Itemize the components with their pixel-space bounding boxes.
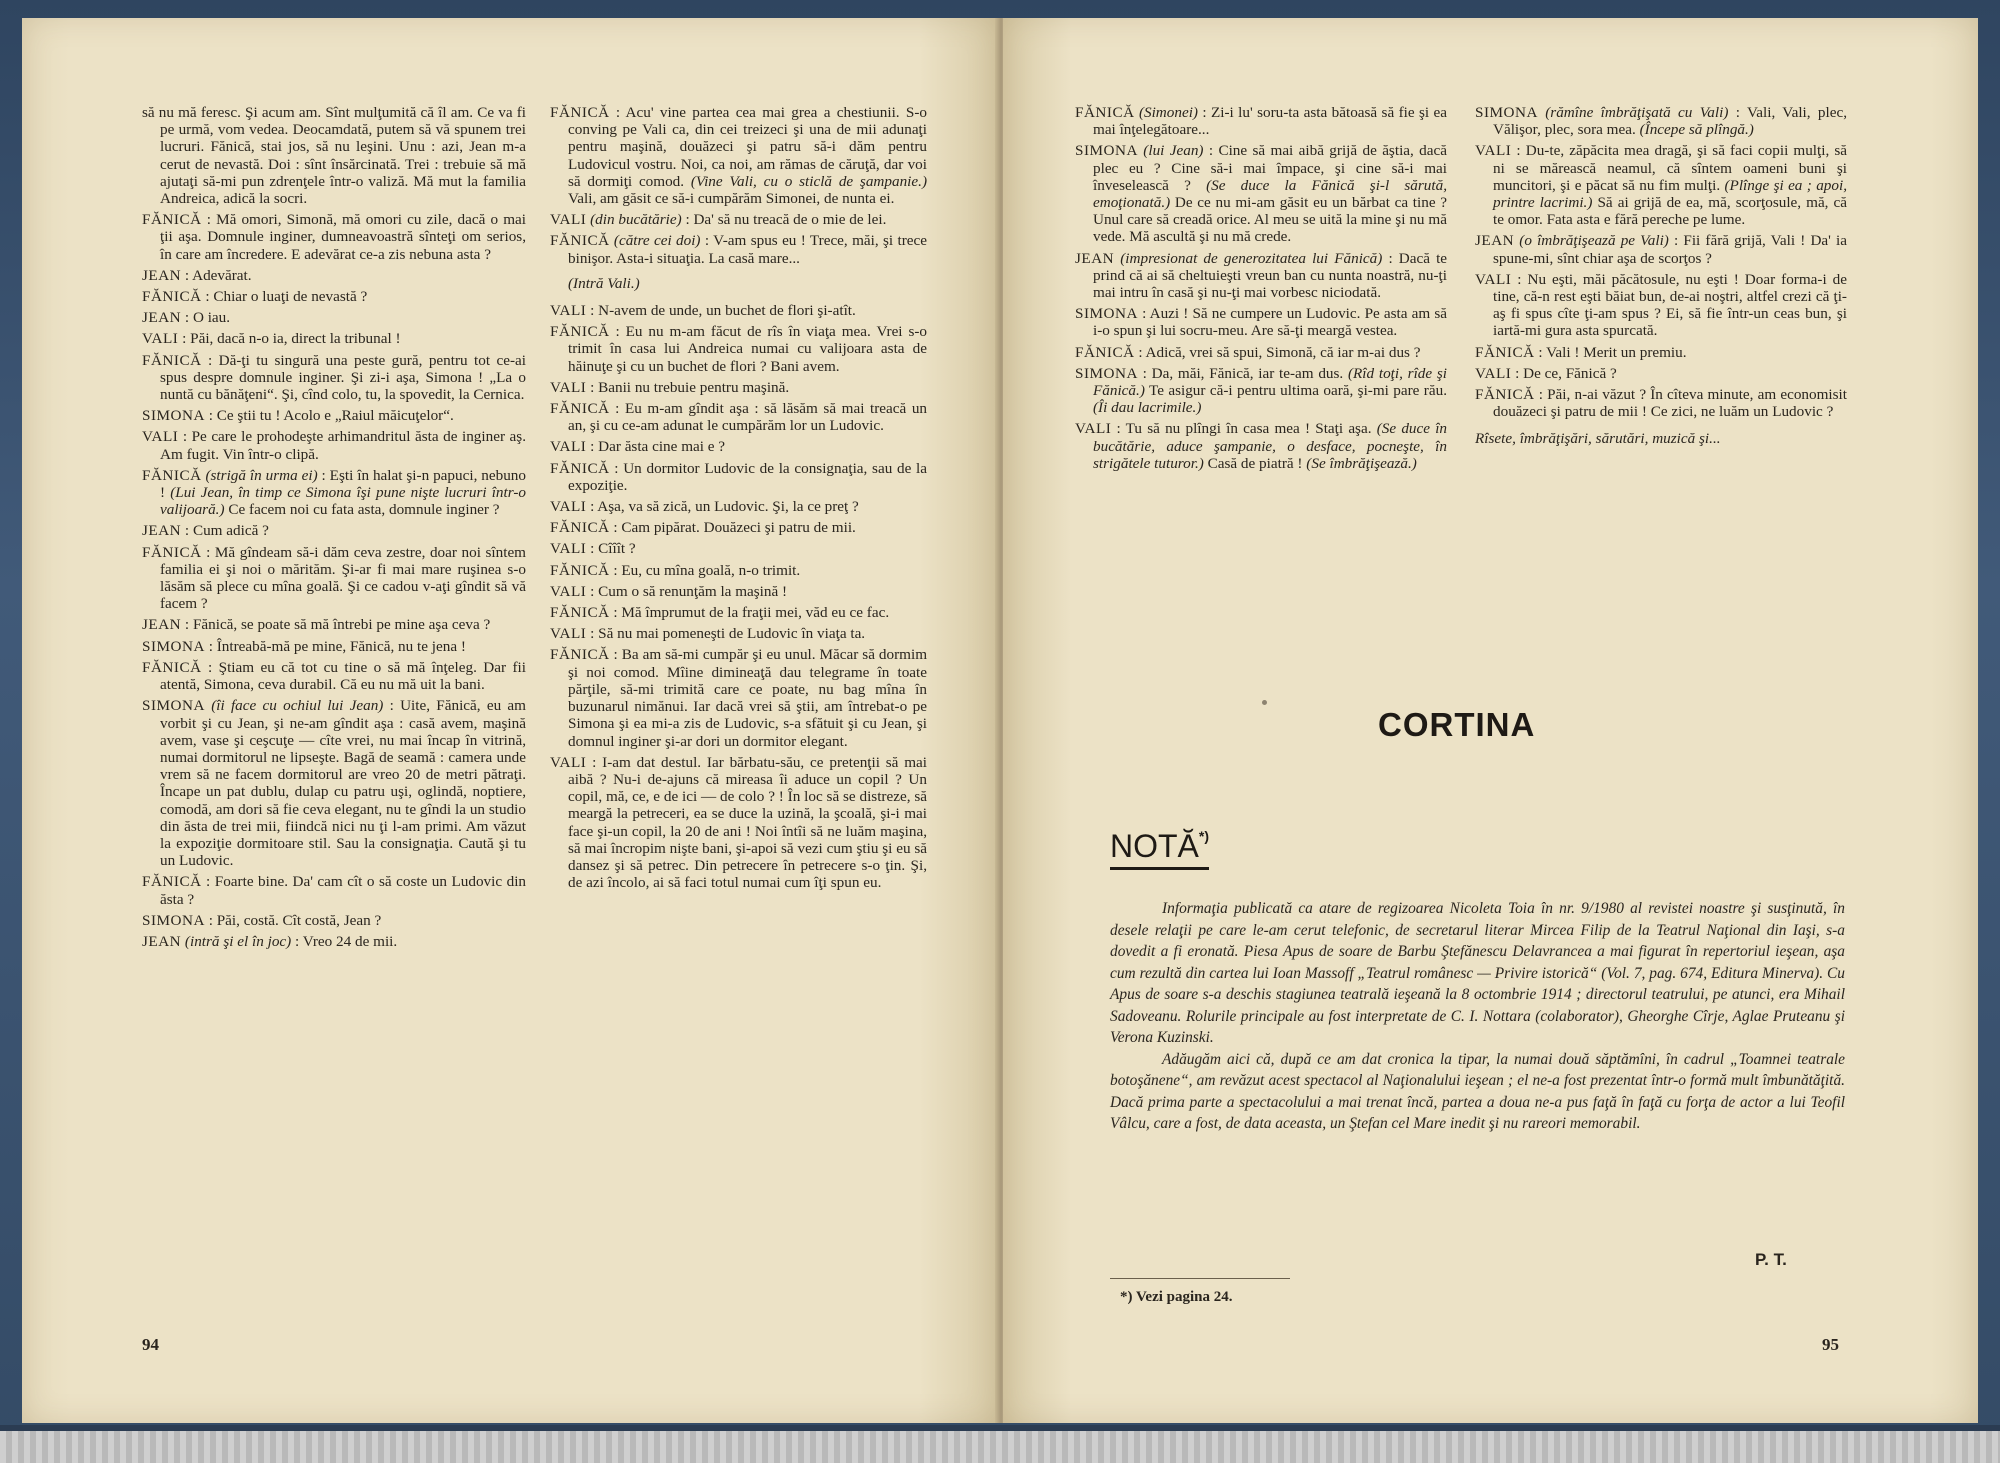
speaker-name: JEAN xyxy=(142,309,182,327)
speaker-name: SIMONA xyxy=(1075,305,1138,323)
speaker-name: SIMONA xyxy=(1075,142,1138,160)
speaker-name: FĂNICĂ xyxy=(142,543,202,561)
dialogue-text: : Eşti în halat şi-n papuci, nebuno ! xyxy=(160,466,526,502)
dialogue-line xyxy=(550,379,927,396)
speaker-name: VALI xyxy=(1475,142,1512,160)
dialogue-line xyxy=(550,232,927,266)
speaker-name: VALI xyxy=(550,498,587,516)
speaker-name: VALI xyxy=(1475,270,1512,288)
dialogue-line xyxy=(550,754,927,892)
dialogue-line xyxy=(1075,420,1447,472)
speaker-name: FĂNICĂ xyxy=(142,873,202,891)
speaker-name: SIMONA xyxy=(1475,104,1538,121)
stage-direction: (lui Jean) xyxy=(1143,142,1204,160)
dialogue-text: : Eu, cu mîna goală, n-o trimit. xyxy=(613,561,801,579)
dialogue-text: : Foarte bine. Da' cam cît o să coste un Ludovic din ăsta ? xyxy=(160,873,527,908)
dialogue-text: Să ai grijă de ea, mă, scorţosule, mă, că te omor. Fata asta e fără pereche pe lume. xyxy=(1493,194,1848,229)
speaker-name: JEAN xyxy=(1475,232,1515,250)
speaker-name: FĂNICĂ xyxy=(550,646,610,664)
dialogue-text: : Păi, costă. Cît costă, Jean ? xyxy=(208,911,382,929)
nota-footnote-mark: *) xyxy=(1198,828,1210,844)
left-page-column-2 xyxy=(550,104,927,895)
dialogue-line xyxy=(1475,386,1847,420)
dialogue-line xyxy=(1475,365,1847,382)
dialogue-line xyxy=(550,583,927,600)
dialogue-text: : Aşa, va să zică, un Ludovic. Şi, la ce preţ ? xyxy=(590,498,859,516)
speaker-name: VALI xyxy=(550,302,587,320)
speaker-name: SIMONA xyxy=(142,697,205,715)
print-speck xyxy=(1262,700,1267,705)
dialogue-text: : De ce, Fănică ? xyxy=(1515,364,1617,382)
dialogue-line xyxy=(1475,104,1847,138)
speaker-name: VALI xyxy=(550,753,587,771)
dialogue-text: : Dar ăsta cine mai e ? xyxy=(590,438,726,456)
dialogue-line xyxy=(550,460,927,494)
dialogue-text: : Dă-ţi tu singură una peste gură, pentru tot ce-ai spus despre domnule inginer. Şi zi-i aşa, Simona ! „La o nuntă cu bănăţeni“. Şi, cînd colo, tu, la spovedit, la Cernica. xyxy=(160,351,527,404)
dialogue-line xyxy=(142,288,526,305)
dialogue-text: Casă de piatră ! xyxy=(1207,454,1303,472)
dialogue-text: : Cîîît ? xyxy=(590,540,636,558)
stage-direction: (Se îmbrăţişează.) xyxy=(1306,454,1417,472)
dialogue-text: : V-am spus eu ! Trece, măi, şi trece binişor. Asta-i situaţia. La casă mare... xyxy=(568,232,927,267)
dialogue-line xyxy=(550,302,927,319)
speaker-name: SIMONA xyxy=(142,407,205,425)
table-cloth xyxy=(0,1425,2000,1463)
dialogue-line xyxy=(550,604,927,621)
stage-direction: (Rîd toţi, rîde şi Fănică.) xyxy=(1093,364,1448,400)
stage-direction: (din bucătărie) xyxy=(590,211,682,229)
right-page-column-2 xyxy=(1475,104,1847,452)
dialogue-line xyxy=(550,438,927,455)
dialogue-text: Ce facem noi cu fata asta, domnule inginer ? xyxy=(228,501,500,519)
dialogue-line xyxy=(550,646,927,749)
dialogue-text: : Da, măi, Fănică, iar te-am dus. xyxy=(1142,364,1344,382)
dialogue-line xyxy=(142,267,526,284)
dialogue-line xyxy=(1475,344,1847,361)
footnote: *) Vezi pagina 24. xyxy=(1120,1289,1233,1305)
speaker-name: JEAN xyxy=(142,616,182,634)
speaker-name: VALI xyxy=(550,211,587,229)
speaker-name: FĂNICĂ xyxy=(142,658,202,676)
speaker-name: VALI xyxy=(1475,364,1512,382)
dialogue-line xyxy=(142,616,526,633)
speaker-name: FĂNICĂ xyxy=(550,400,610,418)
closing-stage-direction: Rîsete, îmbrăţişări, sărutări, muzică şi... xyxy=(1475,430,1721,448)
dialogue-text: Te asigur că-i pentru ultima oară, şi-mi pare rău. xyxy=(1149,382,1447,400)
speaker-name: VALI xyxy=(550,582,587,600)
dialogue-text: : Pe care le prohodeşte arhimandritul ăsta de inginer aş. Am fugit. Vin într-o clipă. xyxy=(160,428,526,463)
dialogue-line xyxy=(1075,305,1447,339)
speaker-name: VALI xyxy=(550,438,587,456)
dialogue-text: : Chiar o luaţi de nevastă ? xyxy=(205,288,368,306)
dialogue-line xyxy=(550,104,927,207)
dialogue-line xyxy=(142,104,526,207)
dialogue-text: : Mă împrumut de la fraţii mei, văd eu ce fac. xyxy=(613,604,890,622)
dialogue-line xyxy=(142,467,526,519)
right-page-column-1 xyxy=(1075,104,1447,476)
speaker-name: SIMONA xyxy=(1075,364,1138,382)
dialogue-text: : Adevărat. xyxy=(184,266,252,284)
nota-body xyxy=(1110,898,1845,1135)
speaker-name: VALI xyxy=(550,378,587,396)
dialogue-text: : Eu m-am gîndit aşa : să lăsăm să mai treacă un an, şi cu ce-am adunat le cumpărăm lor un Ludovic. xyxy=(568,400,928,435)
dialogue-line xyxy=(142,211,526,263)
speaker-name: SIMONA xyxy=(142,911,205,929)
dialogue-text: : Ce ştii tu ! Acolo e „Raiul măicuţelor“. xyxy=(208,407,454,425)
dialogue-text: : Cam pipărat. Douăzeci şi patru de mii. xyxy=(613,519,856,537)
speaker-name: FĂNICĂ xyxy=(550,519,610,537)
page-number-right: 95 xyxy=(1822,1335,1839,1354)
dialogue-text: : Cum o să renunţăm la maşină ! xyxy=(590,582,788,600)
stage-direction: (Simonei) xyxy=(1138,104,1198,121)
stage-direction: (impresionat de generozitatea lui Fănică) xyxy=(1120,249,1383,267)
cortina-heading: CORTINA xyxy=(1378,706,1536,743)
dialogue-text: : Dacă te prind că ai să cheltuieşti vreun ban cu nunta noastră, nu-ţi mai intru în casă şi nu-ţi mai vorbesc niciodată. xyxy=(1093,249,1448,302)
dialogue-line xyxy=(1475,232,1847,266)
dialogue-line xyxy=(142,912,526,929)
dialogue-line xyxy=(1075,142,1447,245)
speaker-name: JEAN xyxy=(142,522,182,540)
left-page-column-1 xyxy=(142,104,526,954)
speaker-name: FĂNICĂ xyxy=(1475,343,1535,361)
speaker-name: FĂNICĂ xyxy=(1475,386,1535,404)
speaker-name: FĂNICĂ xyxy=(1075,104,1135,121)
footnote-rule xyxy=(1110,1278,1290,1279)
dialogue-text: : Tu să nu plîngi în casa mea ! Staţi aşa. xyxy=(1116,420,1372,438)
dialogue-text: De ce nu mi-am găsit eu un bărbat ca tine ? Unul care să creadă orice. Al meu se uită la mine şi nu mă vede. Mă ascultă şi nu mă crede. xyxy=(1093,194,1447,246)
stage-direction: (rămîne îmbrăţişată cu Vali) xyxy=(1545,104,1729,121)
page-number-left: 94 xyxy=(142,1335,159,1354)
dialogue-text: să nu mă feresc. Şi acum am. Sînt mulţumită că îl am. Ce va fi pe urmă, vom vedea. Deocamdată, putem să vă spunem trei lucruri. Fănică, stai jos, să nu leşini. Unu : azi, Jean m-a cerut de nevastă. Doi : sînt însărcinată. Trei : trebuie să mă ajutaţi să-mi pun zdrenţele într-o valiză. Mă mut la familia Andreica, adică la socri. xyxy=(142,104,526,208)
stage-direction: (Se duce la Fănică şi-l sărută, emoţionată.) xyxy=(1093,176,1448,212)
dialogue-line xyxy=(1475,271,1847,340)
speaker-name: FĂNICĂ xyxy=(550,104,610,121)
stage-direction: (intră şi el în joc) xyxy=(184,932,292,950)
speaker-name: VALI xyxy=(550,625,587,643)
dialogue-line xyxy=(550,323,927,375)
nota-paragraph-2: Adăugăm aici că, după ce am dat cronica la tipar, la numai două săptămîni, în cadrul „Toamnei teatrale botoşănene“, am revăzut acest spectacol al Naţionalului ieşean ; el ne-a fost prezentat într-o formă mult îmbunătăţită. Dacă prima parte a spectacolului a mai trenat încă, partea a doua ne-a pus faţă în faţă cu forţa de actor a lui Teofil Vâlcu, care a fost, de data aceasta, un Ştefan cel Mare inedit şi nu rareori memorabil. xyxy=(1110,1050,1845,1132)
dialogue-line xyxy=(1475,142,1847,228)
speaker-name: VALI xyxy=(1075,420,1112,438)
nota-title: NOTĂ xyxy=(1110,828,1199,864)
dialogue-text: : Adică, vrei să spui, Simonă, că iar m-ai dus ? xyxy=(1138,343,1421,361)
dialogue-line xyxy=(1075,250,1447,302)
dialogue-text: : Zi-i lu' soru-ta asta bătoasă să fie şi ea mai înţelegătoare... xyxy=(1093,104,1448,139)
dialogue-line xyxy=(1075,365,1447,417)
dialogue-text: : Cum adică ? xyxy=(184,522,269,540)
dialogue-text: : Întreabă-mă pe mine, Fănică, nu te jena ! xyxy=(208,637,466,655)
dialogue-text: : Să nu mai pomeneşti de Ludovic în viaţa ta. xyxy=(590,625,866,643)
dialogue-text: : Mă omori, Simonă, mă omori cu zile, dacă o mai ţii aşa. Domnule inginer, dumneavoastră sînteţi om serios, în care am încredere. E adevărat ce-a zis nebuna asta ? xyxy=(160,211,526,263)
dialogue-text: : Fănică, se poate să mă întrebi pe mine aşa ceva ? xyxy=(184,616,491,634)
dialogue-line xyxy=(142,407,526,424)
speaker-name: FĂNICĂ xyxy=(550,232,610,250)
dialogue-line xyxy=(142,697,526,869)
dialogue-text: : Vali, Vali, plec, Vălişor, plec, sora mea. xyxy=(1493,104,1847,139)
dialogue-line xyxy=(550,400,927,434)
dialogue-line xyxy=(142,309,526,326)
speaker-name: FĂNICĂ xyxy=(142,351,202,369)
dialogue-line xyxy=(142,428,526,462)
stage-direction: (Intră Vali.) xyxy=(568,274,640,292)
dialogue-text: : I-am dat destul. Iar bărbatu-său, ce pretenţii să mai aibă ? Nu-i de-ajuns că mireasa îi aduce un copil ? Un copil, mă, ce, e de ici — de colo ? ! În loc să se distreze, să meargă la petreceri, ea se duce la uzină, la şcoală, şi-i mai face şi-un copil, la 20 de ani ! Noi întîi să ne luăm maşina, să mai încropim nişte bani, şi-apoi să vezi cum ştiu şi eu să dansez şi să petrec. Din petrecere în petrecere s-o ţin. Şi, de azi încolo, ai să faci totul numai cum îţi spun eu. xyxy=(568,753,928,892)
dialogue-text: : Auzi ! Să ne cumpere un Ludovic. Pe asta am să i-o spun şi lui socru-meu. Are să-ţi meargă vestea. xyxy=(1093,305,1448,340)
dialogue-line xyxy=(550,625,927,642)
dialogue-text: : Cine să mai aibă grijă de ăştia, dacă plec eu ? Cine să-i mai împace, şi cine să-i mai înveselească ? xyxy=(1093,142,1448,194)
stage-direction: (Plînge şi ea ; apoi, printre lacrimi.) xyxy=(1493,176,1847,212)
speaker-name: JEAN xyxy=(142,266,182,284)
speaker-name: SIMONA xyxy=(142,637,205,655)
dialogue-text: : N-avem de unde, un buchet de flori şi-atît. xyxy=(590,302,856,320)
dialogue-line xyxy=(142,330,526,347)
stage-direction: (Se duce în bucătărie, aduce şampanie, o desface, pocneşte, în strigătele tuturor.) xyxy=(1093,420,1448,472)
dialogue-line xyxy=(1075,104,1447,138)
dialogue-text: : Eu nu m-am făcut de rîs în viaţa mea. Vrei s-o trimit în casa lui Andreica numai cu valijoara asta de hăinuţe şi cu un buchet de flori ? Bani avem. xyxy=(568,323,928,375)
stage-direction: (Vine Vali, cu o sticlă de şampanie.) xyxy=(690,172,928,190)
dialogue-text: Vali, am găsit ce să-i cumpărăm Simonei, de nunta ei. xyxy=(568,190,895,208)
stage-direction: (către cei doi) xyxy=(613,232,701,250)
speaker-name: FĂNICĂ xyxy=(550,604,610,622)
speaker-name: VALI xyxy=(142,330,179,348)
nota-signature: P. T. xyxy=(1755,1250,1787,1269)
dialogue-text: : Du-te, zăpăcita mea dragă, şi să faci copii mulţi, să ni se mărească neamul, că sîntem oameni buni şi muncitori, şi e păcat să nu fim mulţi. xyxy=(1493,142,1848,194)
dialogue-text: : Vali ! Merit un premiu. xyxy=(1538,343,1687,361)
dialogue-text: : Acu' vine partea cea mai grea a chestiunii. S-o conving pe Vali ca, din cei treizeci şi una de mii adunaţi pentru maşină, douăzeci şi patru să-i dăm pentru Ludovicul vostru. Noi, ca noi, am rămas de căruţă, dar voi să dormiţi comod. xyxy=(568,104,927,190)
dialogue-line xyxy=(550,562,927,579)
stage-direction: (strigă în urma ei) xyxy=(205,466,318,484)
dialogue-text: : Păi, dacă n-o ia, direct la tribunal ! xyxy=(182,330,401,348)
dialogue-text: : Uite, Fănică, eu am vorbit şi cu Jean, şi ne-am gîndit aşa : casă avem, maşină avem, vase şi ceşcuţe — cîte vrei, nu mai încap în vitrină, numai dormitorul ne lipseşte. Bagă de seamă : camera unde vrem să ne facem dormitorul are vreo 20 de metri pătraţi. Încape un pat dublu, dulap cu patru uşi, oglindă, noptiere, comodă, am dori să fie ceva elegant, nu te gîndi la un studio din ăsta de trei mii, fiindcă nici nu ţi l-am primi. Am văzut la expoziţie dormitoare stil. Sau la consignaţia. Caută şi tu un Ludovic. xyxy=(160,697,526,870)
dialogue-text: : Da' să nu treacă de o mie de lei. xyxy=(685,211,887,229)
dialogue-line xyxy=(142,933,526,950)
dialogue-text: : Fii fără grijă, Vali ! Da' ia spune-mi, sînt chiar aşa de scorţos ? xyxy=(1493,232,1848,267)
stage-direction: (îi face cu ochiul lui Jean) xyxy=(211,697,384,715)
nota-heading xyxy=(1110,828,1209,870)
dialogue-line xyxy=(550,519,927,536)
dialogue-text: : O iau. xyxy=(184,309,231,327)
dialogue-line xyxy=(142,352,526,404)
stage-direction: (Începe să plîngă.) xyxy=(1639,121,1754,139)
dialogue-line xyxy=(550,498,927,515)
stage-direction: (Lui Jean, în timp ce Simona îşi pune nişte lucruri într-o valijoară.) xyxy=(160,484,527,519)
speaker-name: FĂNICĂ xyxy=(142,211,202,229)
dialogue-text: : Mă gîndeam să-i dăm ceva zestre, doar noi sîntem familia ei şi noi o mărităm. Şi-ar fi mai mare ruşinea s-o lăsăm să plece cu mîna goală. Şi ce cadou v-aţi gîndit să vă facem ? xyxy=(160,543,526,613)
speaker-name: FĂNICĂ xyxy=(1075,343,1135,361)
speaker-name: FĂNICĂ xyxy=(550,323,610,341)
dialogue-line xyxy=(1075,344,1447,361)
dialogue-text: : Nu eşti, măi păcătosule, nu eşti ! Doar forma-i de tine, că-n rest eşti băiat bun, de-ai noştri, altfel crezi că ţi-aş fi spus cîte ţi-am spus ? Ei, să fie într-un ceas bun, şi iartă-mi gura asta spurcată. xyxy=(1493,270,1848,340)
dialogue-text: : Banii nu trebuie pentru maşină. xyxy=(590,378,790,396)
dialogue-line xyxy=(142,638,526,655)
dialogue-line xyxy=(142,544,526,613)
dialogue-line xyxy=(550,540,927,557)
speaker-name: JEAN xyxy=(1075,249,1115,267)
speaker-name: VALI xyxy=(550,540,587,558)
speaker-name: FĂNICĂ xyxy=(550,561,610,579)
speaker-name: FĂNICĂ xyxy=(142,466,202,484)
dialogue-text: : Un dormitor Ludovic de la consignaţia, sau de la expoziţie. xyxy=(568,459,928,494)
nota-paragraph-1: Informaţia publicată ca atare de regizoarea Nicoleta Toia în nr. 9/1980 al revistei noastre şi susţinută, în desele relaţii pe care le-am cerut telefonic, de secretarul literar Mircea Filip de la Teatrul Naţional din Iaşi, s-a dovedit a fi eronată. Piesa Apus de soare de Barbu Ştefănescu Delavrancea a mai figurat în repertoriul ieşean, aşa cum rezultă din cartea lui Ioan Massoff „Teatrul românesc — Privire istorică“ (Vol. 7, pag. 674, Editura Minerva). Cu Apus de soare s-a deschis stagiunea teatrală ieşeană la 8 octombrie 1914 ; directorul teatrului, pe atunci, era Mihail Sadoveanu. Rolurile principale au fost interpretate de C. I. Nottara (colaborator), Gheorghe Cîrje, Aglae Pruteanu şi Verona Kuzinski. xyxy=(1110,900,1845,1046)
stage-direction: (o îmbrăţişează pe Vali) xyxy=(1519,232,1669,250)
dialogue-line xyxy=(142,873,526,907)
dialogue-text: : Ştiam eu că tot cu tine o să mă înţeleg. Dar fii atentă, Simona, ceva durabil. Că eu nu mă uit la bani. xyxy=(160,658,526,694)
speaker-name: VALI xyxy=(142,428,179,446)
dialogue-text: : Păi, n-ai văzut ? În cîteva minute, am economisit douăzeci şi patru de mii ! Ce zici, ne luăm un Ludovic ? xyxy=(1493,386,1848,421)
dialogue-text: : Ba am să-mi cumpăr şi eu unul. Măcar să dormim şi noi comod. Mîine dimineaţă dau telegrame în toate părţile, să-mi trimită care ce poate, nu bag mîna în buzunarul nimănui. Iar dacă vrei să ştii, am întrebat-o pe Simona şi ea mi-a zis de Ludovic, s-a sfătuit şi cu Jean, şi domnul inginer şi-ar dori un dormitor elegant. xyxy=(568,646,928,750)
speaker-name: FĂNICĂ xyxy=(142,288,202,306)
dialogue-line xyxy=(142,522,526,539)
dialogue-text: : Vreo 24 de mii. xyxy=(295,932,398,950)
dialogue-line xyxy=(550,211,927,228)
dialogue-line xyxy=(142,659,526,693)
speaker-name: FĂNICĂ xyxy=(550,459,610,477)
stage-direction: (Îi dau lacrimile.) xyxy=(1093,399,1202,417)
speaker-name: JEAN xyxy=(142,932,182,950)
